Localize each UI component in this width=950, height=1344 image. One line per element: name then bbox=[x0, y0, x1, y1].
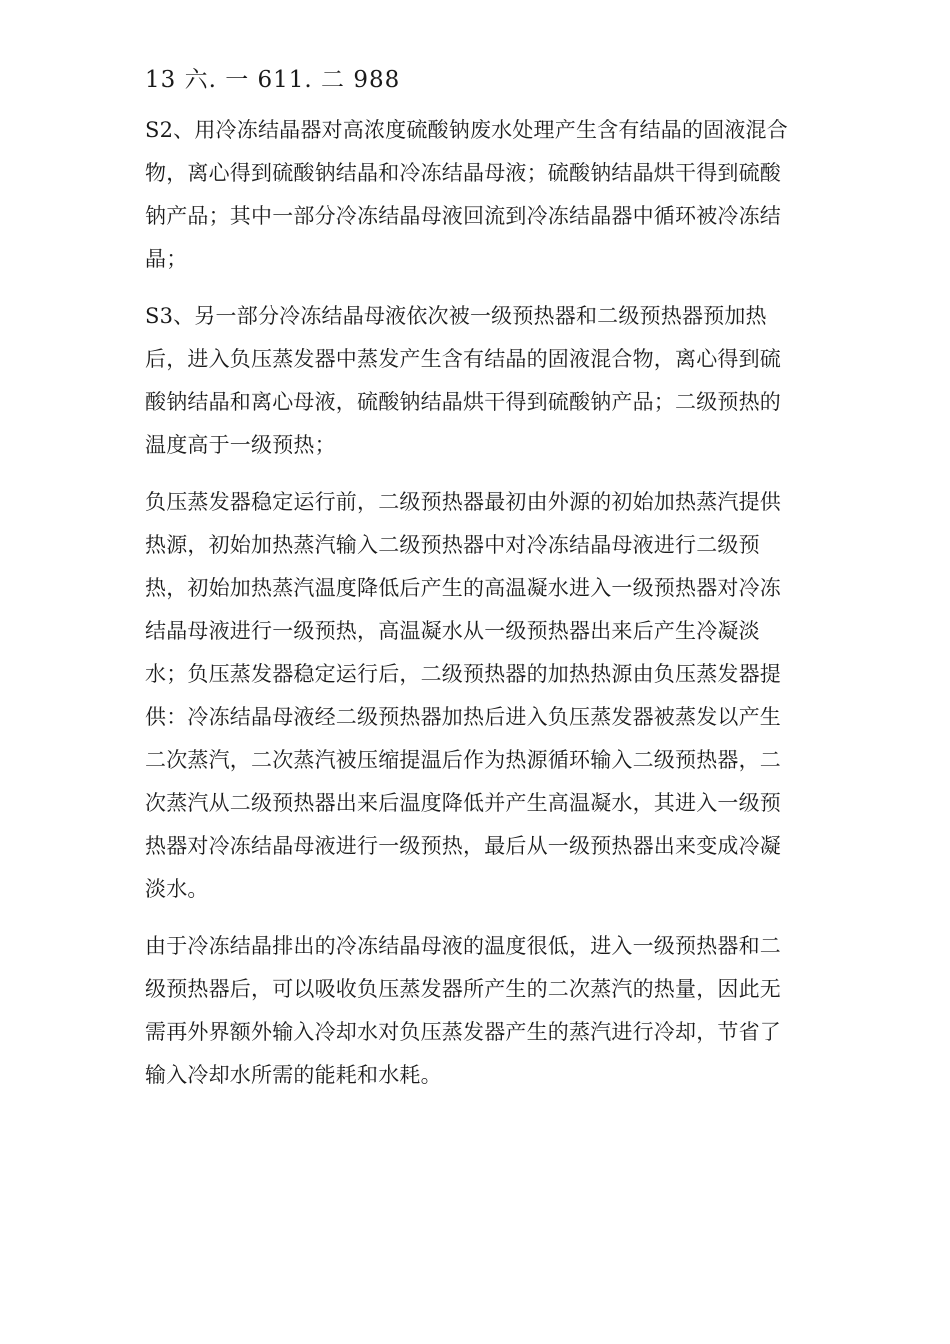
text-line: 输入冷却水所需的能耗和水耗。 bbox=[145, 1063, 442, 1087]
text-line: 热器对冷冻结晶母液进行一级预热，最后从一级预热器出来变成冷凝 bbox=[145, 834, 781, 858]
text-line: 由于冷冻结晶排出的冷冻结晶母液的温度很低，进入一级预热器和二 bbox=[145, 934, 781, 958]
text-line: 水；负压蒸发器稳定运行后，二级预热器的加热热源由负压蒸发器提 bbox=[145, 662, 781, 686]
document-page bbox=[145, 62, 815, 1111]
text-line: 后，进入负压蒸发器中蒸发产生含有结晶的固液混合物，离心得到硫 bbox=[145, 347, 781, 371]
text-line: 晶； bbox=[145, 247, 188, 271]
text-line: S3、另一部分冷冻结晶母液依次被一级预热器和二级预热器预加热 bbox=[145, 304, 767, 328]
text-line: S2、用冷冻结晶器对高浓度硫酸钠废水处理产生含有结晶的固液混合 bbox=[145, 118, 788, 142]
text-line: 需再外界额外输入冷却水对负压蒸发器产生的蒸汽进行冷却，节省了 bbox=[145, 1020, 781, 1044]
text-line: 热，初始加热蒸汽温度降低后产生的高温凝水进入一级预热器对冷冻 bbox=[145, 576, 781, 600]
text-line: 级预热器后，可以吸收负压蒸发器所产生的二次蒸汽的热量，因此无 bbox=[145, 977, 781, 1001]
text-line: 温度高于一级预热； bbox=[145, 433, 336, 457]
text-line: 热源，初始加热蒸汽输入二级预热器中对冷冻结晶母液进行二级预 bbox=[145, 533, 760, 557]
text-line: 钠产品；其中一部分冷冻结晶母液回流到冷冻结晶器中循环被冷冻结 bbox=[145, 204, 781, 228]
text-line: 二次蒸汽，二次蒸汽被压缩提温后作为热源循环输入二级预热器，二 bbox=[145, 748, 781, 772]
document-heading: 13 六. 一 611. 二 988 bbox=[145, 67, 401, 93]
paragraph-s3 bbox=[145, 295, 815, 467]
paragraph-evaporator-operation bbox=[145, 481, 815, 911]
text-line: 结晶母液进行一级预热，高温凝水从一级预热器出来后产生冷凝淡 bbox=[145, 619, 760, 643]
text-line: 酸钠结晶和离心母液，硫酸钠结晶烘干得到硫酸钠产品；二级预热的 bbox=[145, 390, 781, 414]
text-line: 物，离心得到硫酸钠结晶和冷冻结晶母液；硫酸钠结晶烘干得到硫酸 bbox=[145, 161, 781, 185]
text-line: 淡水。 bbox=[145, 877, 209, 901]
text-line: 次蒸汽从二级预热器出来后温度降低并产生高温凝水，其进入一级预 bbox=[145, 791, 781, 815]
paragraph-benefit bbox=[145, 925, 815, 1097]
text-line: 供：冷冻结晶母液经二级预热器加热后进入负压蒸发器被蒸发以产生 bbox=[145, 705, 781, 729]
paragraph-s2 bbox=[145, 109, 815, 281]
text-line: 负压蒸发器稳定运行前，二级预热器最初由外源的初始加热蒸汽提供 bbox=[145, 490, 781, 514]
